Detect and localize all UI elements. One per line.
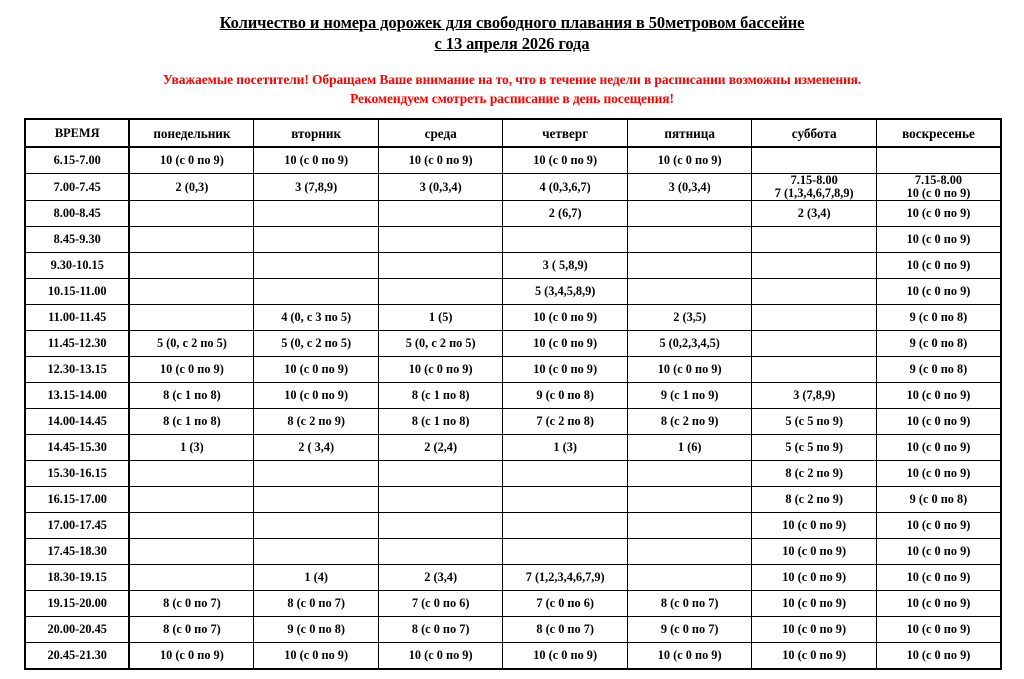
- lane-slot-line: 7.15-8.00: [914, 173, 963, 187]
- lane-slot-cell: 10 (с 0 по 9): [876, 279, 1001, 305]
- closed-slot-cell: [378, 201, 503, 227]
- closed-slot-cell: [254, 513, 379, 539]
- time-slot-cell: 11.00-11.45: [25, 305, 129, 331]
- lane-slot-cell: 4 (0,3,6,7): [503, 174, 628, 201]
- lane-slot-cell: 8 (с 2 по 9): [254, 409, 379, 435]
- table-row: [25, 331, 1001, 357]
- lane-slot-cell: 8 (с 0 по 7): [503, 617, 628, 643]
- table-row: [25, 513, 1001, 539]
- lane-slot-cell: 10 (с 0 по 9): [752, 539, 877, 565]
- lane-slot-line: 10 (с 0 по 9): [906, 186, 971, 200]
- lane-slot-cell: 8 (с 2 по 9): [752, 461, 877, 487]
- lane-slot-cell: 2 (3,4): [752, 201, 877, 227]
- table-row: [25, 253, 1001, 279]
- closed-slot-cell: [752, 227, 877, 253]
- lane-slot-cell: 10 (с 0 по 9): [752, 591, 877, 617]
- lane-slot-cell: 10 (с 0 по 9): [876, 513, 1001, 539]
- lane-slot-cell: 5 (0, с 2 по 5): [378, 331, 503, 357]
- lane-slot-cell: 10 (с 0 по 9): [752, 617, 877, 643]
- lane-slot-cell: 10 (с 0 по 9): [378, 643, 503, 670]
- lane-slot-cell: 10 (с 0 по 9): [876, 253, 1001, 279]
- lane-slot-cell: 2 (0,3): [129, 174, 254, 201]
- closed-slot-cell: [129, 201, 254, 227]
- lane-slot-cell: 10 (с 0 по 9): [752, 513, 877, 539]
- title-line-2: с 13 апреля 2026 года: [434, 34, 590, 53]
- closed-slot-cell: [378, 487, 503, 513]
- time-slot-cell: 11.45-12.30: [25, 331, 129, 357]
- time-slot-cell: 14.45-15.30: [25, 435, 129, 461]
- closed-slot-cell: [627, 201, 752, 227]
- lane-slot-line: 7 (1,3,4,6,7,8,9): [774, 186, 854, 200]
- header-row: [25, 119, 1001, 147]
- time-slot-cell: 16.15-17.00: [25, 487, 129, 513]
- time-slot-cell: 9.30-10.15: [25, 253, 129, 279]
- lane-slot-cell: 9 (с 0 по 8): [876, 331, 1001, 357]
- lane-slot-cell: 8 (с 0 по 7): [129, 591, 254, 617]
- notice-banner: [0, 54, 1024, 114]
- lane-slot-cell: 2 ( 3,4): [254, 435, 379, 461]
- table-row: [25, 383, 1001, 409]
- lane-slot-cell: 10 (с 0 по 9): [876, 591, 1001, 617]
- time-slot-cell: 13.15-14.00: [25, 383, 129, 409]
- lane-slot-cell: 3 (7,8,9): [254, 174, 379, 201]
- closed-slot-cell: [254, 461, 379, 487]
- lane-slot-cell: 10 (с 0 по 9): [876, 617, 1001, 643]
- table-row: [25, 305, 1001, 331]
- lane-slot-cell: [752, 174, 877, 201]
- lane-slot-cell: 10 (с 0 по 9): [876, 565, 1001, 591]
- lane-slot-cell: 8 (с 1 по 8): [129, 383, 254, 409]
- closed-slot-cell: [129, 513, 254, 539]
- time-slot-cell: 12.30-13.15: [25, 357, 129, 383]
- lane-slot-cell: 8 (с 0 по 7): [129, 617, 254, 643]
- lane-slot-cell: 10 (с 0 по 9): [503, 357, 628, 383]
- lane-slot-cell: 1 (3): [129, 435, 254, 461]
- closed-slot-cell: [752, 279, 877, 305]
- closed-slot-cell: [378, 279, 503, 305]
- lane-slot-line: 7.15-8.00: [790, 173, 838, 187]
- lane-slot-cell: 5 (0, с 2 по 5): [254, 331, 379, 357]
- lane-slot-cell: 10 (с 0 по 9): [254, 357, 379, 383]
- closed-slot-cell: [503, 227, 628, 253]
- table-row: [25, 435, 1001, 461]
- schedule-table: [24, 118, 1002, 670]
- lane-slot-cell: 10 (с 0 по 9): [378, 357, 503, 383]
- time-slot-cell: 20.45-21.30: [25, 643, 129, 670]
- title-line-1: Количество и номера дорожек для свободного плавания в 50метровом бассейне: [219, 13, 805, 32]
- closed-slot-cell: [254, 539, 379, 565]
- lane-slot-cell: 9 (с 0 по 8): [876, 357, 1001, 383]
- closed-slot-cell: [752, 147, 877, 174]
- closed-slot-cell: [129, 565, 254, 591]
- lane-slot-cell: 1 (3): [503, 435, 628, 461]
- time-slot-cell: 8.45-9.30: [25, 227, 129, 253]
- lane-slot-cell: 9 (с 0 по 8): [503, 383, 628, 409]
- table-row: [25, 591, 1001, 617]
- lane-slot-cell: 10 (с 0 по 9): [503, 331, 628, 357]
- table-row: [25, 279, 1001, 305]
- closed-slot-cell: [129, 487, 254, 513]
- table-row: [25, 539, 1001, 565]
- lane-slot-cell: 7 (1,2,3,4,6,7,9): [503, 565, 628, 591]
- closed-slot-cell: [254, 279, 379, 305]
- lane-slot-cell: 10 (с 0 по 9): [627, 147, 752, 174]
- lane-slot-cell: 5 (3,4,5,8,9): [503, 279, 628, 305]
- table-row: [25, 227, 1001, 253]
- lane-slot-cell: 5 (0,2,3,4,5): [627, 331, 752, 357]
- closed-slot-cell: [378, 513, 503, 539]
- lane-slot-cell: 8 (с 2 по 9): [627, 409, 752, 435]
- lane-slot-cell: 7 (с 0 по 6): [378, 591, 503, 617]
- lane-slot-cell: 3 ( 5,8,9): [503, 253, 628, 279]
- lane-slot-cell: 8 (с 1 по 8): [129, 409, 254, 435]
- lane-slot-cell: 10 (с 0 по 9): [254, 147, 379, 174]
- time-slot-cell: 17.00-17.45: [25, 513, 129, 539]
- time-slot-cell: 18.30-19.15: [25, 565, 129, 591]
- closed-slot-cell: [503, 513, 628, 539]
- closed-slot-cell: [752, 305, 877, 331]
- closed-slot-cell: [254, 487, 379, 513]
- lane-slot-cell: 10 (с 0 по 9): [752, 643, 877, 670]
- lane-slot-cell: 2 (6,7): [503, 201, 628, 227]
- table-row: [25, 201, 1001, 227]
- lane-slot-cell: 8 (с 0 по 7): [254, 591, 379, 617]
- closed-slot-cell: [254, 201, 379, 227]
- lane-slot-cell: 10 (с 0 по 9): [627, 357, 752, 383]
- lane-slot-cell: 5 (с 5 по 9): [752, 409, 877, 435]
- closed-slot-cell: [627, 279, 752, 305]
- closed-slot-cell: [503, 461, 628, 487]
- lane-slot-cell: 5 (0, с 2 по 5): [129, 331, 254, 357]
- notice-line-1: Уважаемые посетители! Обращаем Ваше внимание на то, что в течение недели в расписании возможны изменения.: [162, 72, 862, 87]
- time-slot-cell: 15.30-16.15: [25, 461, 129, 487]
- lane-slot-cell: 10 (с 0 по 9): [627, 643, 752, 670]
- lane-slot-cell: 10 (с 0 по 9): [876, 201, 1001, 227]
- table-row: [25, 409, 1001, 435]
- lane-slot-cell: 10 (с 0 по 9): [876, 409, 1001, 435]
- table-header: [25, 119, 1001, 147]
- table-row: [25, 565, 1001, 591]
- lane-slot-cell: 10 (с 0 по 9): [129, 643, 254, 670]
- time-slot-cell: 17.45-18.30: [25, 539, 129, 565]
- closed-slot-cell: [627, 565, 752, 591]
- page-title: [0, 0, 1024, 54]
- lane-slot-cell: 3 (0,3,4): [378, 174, 503, 201]
- lane-slot-cell: 8 (с 0 по 7): [378, 617, 503, 643]
- closed-slot-cell: [627, 227, 752, 253]
- closed-slot-cell: [378, 227, 503, 253]
- lane-slot-cell: 10 (с 0 по 9): [254, 383, 379, 409]
- time-slot-cell: 10.15-11.00: [25, 279, 129, 305]
- closed-slot-cell: [129, 253, 254, 279]
- lane-slot-cell: 10 (с 0 по 9): [254, 643, 379, 670]
- lane-slot-cell: 1 (4): [254, 565, 379, 591]
- closed-slot-cell: [627, 461, 752, 487]
- lane-slot-cell: 3 (0,3,4): [627, 174, 752, 201]
- closed-slot-cell: [378, 253, 503, 279]
- lane-slot-cell: 2 (3,4): [378, 565, 503, 591]
- schedule-table-wrapper: [24, 118, 1002, 670]
- lane-slot-cell: 10 (с 0 по 9): [503, 147, 628, 174]
- table-row: [25, 174, 1001, 201]
- column-header-day: пятница: [627, 119, 752, 147]
- closed-slot-cell: [129, 461, 254, 487]
- closed-slot-cell: [129, 227, 254, 253]
- table-row: [25, 357, 1001, 383]
- notice-line-2: Рекомендуем смотреть расписание в день посещения!: [350, 91, 674, 106]
- lane-slot-cell: 9 (с 1 по 9): [627, 383, 752, 409]
- column-header-day: среда: [378, 119, 503, 147]
- lane-slot-cell: 10 (с 0 по 9): [752, 565, 877, 591]
- closed-slot-cell: [627, 253, 752, 279]
- lane-slot-cell: 10 (с 0 по 9): [876, 643, 1001, 670]
- closed-slot-cell: [503, 539, 628, 565]
- lane-slot-cell: 4 (0, с 3 по 5): [254, 305, 379, 331]
- lane-slot-cell: 2 (3,5): [627, 305, 752, 331]
- lane-slot-cell: 5 (с 5 по 9): [752, 435, 877, 461]
- lane-slot-cell: 10 (с 0 по 9): [876, 227, 1001, 253]
- table-row: [25, 617, 1001, 643]
- closed-slot-cell: [129, 305, 254, 331]
- lane-slot-cell: 9 (с 0 по 8): [876, 487, 1001, 513]
- closed-slot-cell: [752, 357, 877, 383]
- lane-slot-cell: 8 (с 1 по 8): [378, 383, 503, 409]
- lane-slot-cell: 7 (с 0 по 6): [503, 591, 628, 617]
- column-header-day: четверг: [503, 119, 628, 147]
- closed-slot-cell: [254, 253, 379, 279]
- time-slot-cell: 19.15-20.00: [25, 591, 129, 617]
- time-slot-cell: 20.00-20.45: [25, 617, 129, 643]
- column-header-day: суббота: [752, 119, 877, 147]
- column-header-day: понедельник: [129, 119, 254, 147]
- lane-slot-cell: 10 (с 0 по 9): [503, 643, 628, 670]
- lane-slot-cell: 10 (с 0 по 9): [129, 147, 254, 174]
- time-slot-cell: 7.00-7.45: [25, 174, 129, 201]
- lane-slot-cell: 10 (с 0 по 9): [876, 461, 1001, 487]
- lane-slot-cell: 10 (с 0 по 9): [129, 357, 254, 383]
- closed-slot-cell: [254, 227, 379, 253]
- lane-slot-cell: 2 (2,4): [378, 435, 503, 461]
- table-row: [25, 147, 1001, 174]
- lane-slot-cell: 1 (5): [378, 305, 503, 331]
- table-row: [25, 487, 1001, 513]
- closed-slot-cell: [752, 331, 877, 357]
- lane-slot-cell: 1 (6): [627, 435, 752, 461]
- lane-slot-cell: 9 (с 0 по 8): [254, 617, 379, 643]
- closed-slot-cell: [627, 513, 752, 539]
- closed-slot-cell: [378, 539, 503, 565]
- time-slot-cell: 6.15-7.00: [25, 147, 129, 174]
- closed-slot-cell: [129, 279, 254, 305]
- lane-slot-cell: 9 (с 0 по 8): [876, 305, 1001, 331]
- closed-slot-cell: [378, 461, 503, 487]
- lane-slot-cell: 10 (с 0 по 9): [876, 383, 1001, 409]
- closed-slot-cell: [752, 253, 877, 279]
- lane-slot-cell: 10 (с 0 по 9): [503, 305, 628, 331]
- lane-slot-cell: 9 (с 0 по 7): [627, 617, 752, 643]
- lane-slot-cell: 10 (с 0 по 9): [876, 539, 1001, 565]
- column-header-time: ВРЕМЯ: [25, 119, 129, 147]
- lane-slot-cell: 7 (с 2 по 8): [503, 409, 628, 435]
- lane-slot-cell: 8 (с 2 по 9): [752, 487, 877, 513]
- lane-slot-cell: 8 (с 0 по 7): [627, 591, 752, 617]
- lane-slot-cell: 8 (с 1 по 8): [378, 409, 503, 435]
- column-header-day: воскресенье: [876, 119, 1001, 147]
- closed-slot-cell: [876, 147, 1001, 174]
- lane-slot-cell: 3 (7,8,9): [752, 383, 877, 409]
- table-body: [25, 147, 1001, 669]
- column-header-day: вторник: [254, 119, 379, 147]
- closed-slot-cell: [627, 539, 752, 565]
- table-row: [25, 643, 1001, 670]
- table-row: [25, 461, 1001, 487]
- closed-slot-cell: [129, 539, 254, 565]
- lane-slot-cell: 10 (с 0 по 9): [378, 147, 503, 174]
- time-slot-cell: 8.00-8.45: [25, 201, 129, 227]
- lane-slot-cell: [876, 174, 1001, 201]
- closed-slot-cell: [503, 487, 628, 513]
- time-slot-cell: 14.00-14.45: [25, 409, 129, 435]
- lane-slot-cell: 10 (с 0 по 9): [876, 435, 1001, 461]
- closed-slot-cell: [627, 487, 752, 513]
